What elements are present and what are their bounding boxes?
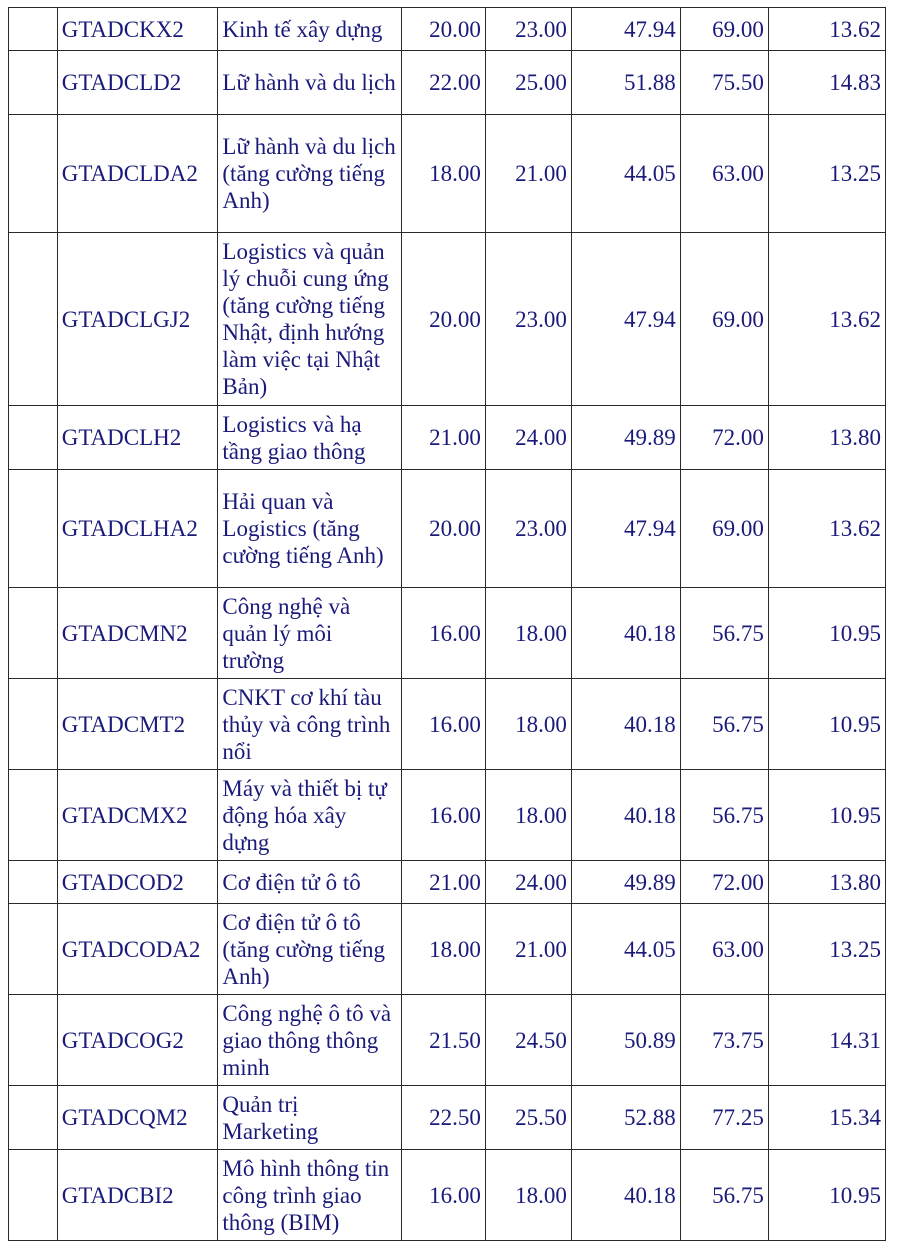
score-cell: 40.18: [571, 588, 680, 679]
score-cell: 69.00: [680, 8, 768, 51]
score-cell: 13.25: [768, 904, 885, 995]
table-row: [9, 8, 886, 51]
major-code-cell: GTADCMT2: [57, 679, 218, 770]
score-cell: 13.80: [768, 406, 885, 470]
score-cell: 56.75: [680, 588, 768, 679]
major-code-cell: GTADCKX2: [57, 8, 218, 51]
score-cell: 52.88: [571, 1086, 680, 1150]
table-row: [9, 770, 886, 861]
score-cell: 47.94: [571, 470, 680, 588]
score-cell: 13.62: [768, 470, 885, 588]
stt-cell: [9, 588, 58, 679]
table-row: [9, 904, 886, 995]
major-name-cell: Cơ điện tử ô tô: [218, 861, 401, 904]
score-cell: 77.25: [680, 1086, 768, 1150]
table-row: [9, 470, 886, 588]
major-name-cell: Quản trị Marketing: [218, 1086, 401, 1150]
table-row: [9, 51, 886, 115]
score-cell: 16.00: [401, 1150, 485, 1241]
major-name-cell: Lữ hành và du lịch: [218, 51, 401, 115]
score-cell: 14.83: [768, 51, 885, 115]
score-cell: 18.00: [485, 679, 571, 770]
score-cell: 44.05: [571, 115, 680, 233]
major-code-cell: GTADCMN2: [57, 588, 218, 679]
score-cell: 44.05: [571, 904, 680, 995]
major-code-cell: GTADCLH2: [57, 406, 218, 470]
score-cell: 21.00: [401, 406, 485, 470]
score-cell: 63.00: [680, 904, 768, 995]
score-cell: 24.50: [485, 995, 571, 1086]
score-cell: 40.18: [571, 1150, 680, 1241]
score-cell: 23.00: [485, 470, 571, 588]
score-cell: 49.89: [571, 861, 680, 904]
major-name-cell: Kinh tế xây dựng: [218, 8, 401, 51]
score-cell: 16.00: [401, 588, 485, 679]
major-code-cell: GTADCLDA2: [57, 115, 218, 233]
stt-cell: [9, 995, 58, 1086]
score-cell: 56.75: [680, 679, 768, 770]
major-name-cell: Logistics và quản lý chuỗi cung ứng (tăng cường tiếng Nhật, định hướng làm việc tại Nhật Bản): [218, 233, 401, 406]
major-code-cell: GTADCMX2: [57, 770, 218, 861]
major-code-cell: GTADCLD2: [57, 51, 218, 115]
admission-score-table: [8, 7, 886, 1241]
stt-cell: [9, 115, 58, 233]
score-cell: 69.00: [680, 470, 768, 588]
stt-cell: [9, 861, 58, 904]
score-cell: 24.00: [485, 406, 571, 470]
score-cell: 13.62: [768, 8, 885, 51]
stt-cell: [9, 679, 58, 770]
score-cell: 21.00: [485, 115, 571, 233]
score-cell: 13.25: [768, 115, 885, 233]
table-body: [9, 8, 886, 1241]
score-cell: 16.00: [401, 770, 485, 861]
table-row: [9, 115, 886, 233]
stt-cell: [9, 904, 58, 995]
major-code-cell: GTADCOG2: [57, 995, 218, 1086]
score-cell: 56.75: [680, 1150, 768, 1241]
score-cell: 69.00: [680, 233, 768, 406]
stt-cell: [9, 470, 58, 588]
score-cell: 25.00: [485, 51, 571, 115]
major-name-cell: CNKT cơ khí tàu thủy và công trình nổi: [218, 679, 401, 770]
stt-cell: [9, 51, 58, 115]
score-cell: 10.95: [768, 679, 885, 770]
table-row: [9, 1150, 886, 1241]
score-cell: 21.00: [401, 861, 485, 904]
score-cell: 40.18: [571, 770, 680, 861]
major-code-cell: GTADCLGJ2: [57, 233, 218, 406]
score-cell: 10.95: [768, 588, 885, 679]
major-name-cell: Công nghệ ô tô và giao thông thông minh: [218, 995, 401, 1086]
score-cell: 10.95: [768, 1150, 885, 1241]
score-cell: 63.00: [680, 115, 768, 233]
major-name-cell: Cơ điện tử ô tô (tăng cường tiếng Anh): [218, 904, 401, 995]
major-name-cell: Mô hình thông tin công trình giao thông (BIM): [218, 1150, 401, 1241]
score-cell: 20.00: [401, 8, 485, 51]
score-cell: 22.50: [401, 1086, 485, 1150]
major-name-cell: Công nghệ và quản lý môi trường: [218, 588, 401, 679]
table-row: [9, 406, 886, 470]
major-name-cell: Lữ hành và du lịch (tăng cường tiếng Anh): [218, 115, 401, 233]
major-name-cell: Hải quan và Logistics (tăng cường tiếng Anh): [218, 470, 401, 588]
score-cell: 21.50: [401, 995, 485, 1086]
score-cell: 18.00: [485, 770, 571, 861]
score-cell: 16.00: [401, 679, 485, 770]
major-code-cell: GTADCQM2: [57, 1086, 218, 1150]
score-cell: 47.94: [571, 233, 680, 406]
score-cell: 40.18: [571, 679, 680, 770]
major-code-cell: GTADCBI2: [57, 1150, 218, 1241]
score-cell: 50.89: [571, 995, 680, 1086]
table-row: [9, 679, 886, 770]
score-cell: 23.00: [485, 233, 571, 406]
score-cell: 24.00: [485, 861, 571, 904]
score-cell: 20.00: [401, 233, 485, 406]
table-row: [9, 1086, 886, 1150]
stt-cell: [9, 770, 58, 861]
major-code-cell: GTADCLHA2: [57, 470, 218, 588]
score-cell: 18.00: [485, 588, 571, 679]
score-cell: 72.00: [680, 861, 768, 904]
score-cell: 10.95: [768, 770, 885, 861]
score-cell: 49.89: [571, 406, 680, 470]
major-code-cell: GTADCOD2: [57, 861, 218, 904]
score-cell: 56.75: [680, 770, 768, 861]
stt-cell: [9, 233, 58, 406]
score-cell: 14.31: [768, 995, 885, 1086]
table-row: [9, 588, 886, 679]
table-row: [9, 995, 886, 1086]
score-cell: 72.00: [680, 406, 768, 470]
score-cell: 51.88: [571, 51, 680, 115]
table-row: [9, 233, 886, 406]
score-cell: 18.00: [401, 904, 485, 995]
stt-cell: [9, 1150, 58, 1241]
score-cell: 25.50: [485, 1086, 571, 1150]
table-row: [9, 861, 886, 904]
score-cell: 75.50: [680, 51, 768, 115]
stt-cell: [9, 8, 58, 51]
major-name-cell: Logistics và hạ tầng giao thông: [218, 406, 401, 470]
score-cell: 13.80: [768, 861, 885, 904]
score-cell: 22.00: [401, 51, 485, 115]
score-cell: 20.00: [401, 470, 485, 588]
stt-cell: [9, 1086, 58, 1150]
score-cell: 18.00: [485, 1150, 571, 1241]
score-cell: 73.75: [680, 995, 768, 1086]
score-cell: 23.00: [485, 8, 571, 51]
score-cell: 13.62: [768, 233, 885, 406]
major-code-cell: GTADCODA2: [57, 904, 218, 995]
score-cell: 18.00: [401, 115, 485, 233]
score-cell: 15.34: [768, 1086, 885, 1150]
score-cell: 21.00: [485, 904, 571, 995]
major-name-cell: Máy và thiết bị tự động hóa xây dựng: [218, 770, 401, 861]
stt-cell: [9, 406, 58, 470]
score-cell: 47.94: [571, 8, 680, 51]
